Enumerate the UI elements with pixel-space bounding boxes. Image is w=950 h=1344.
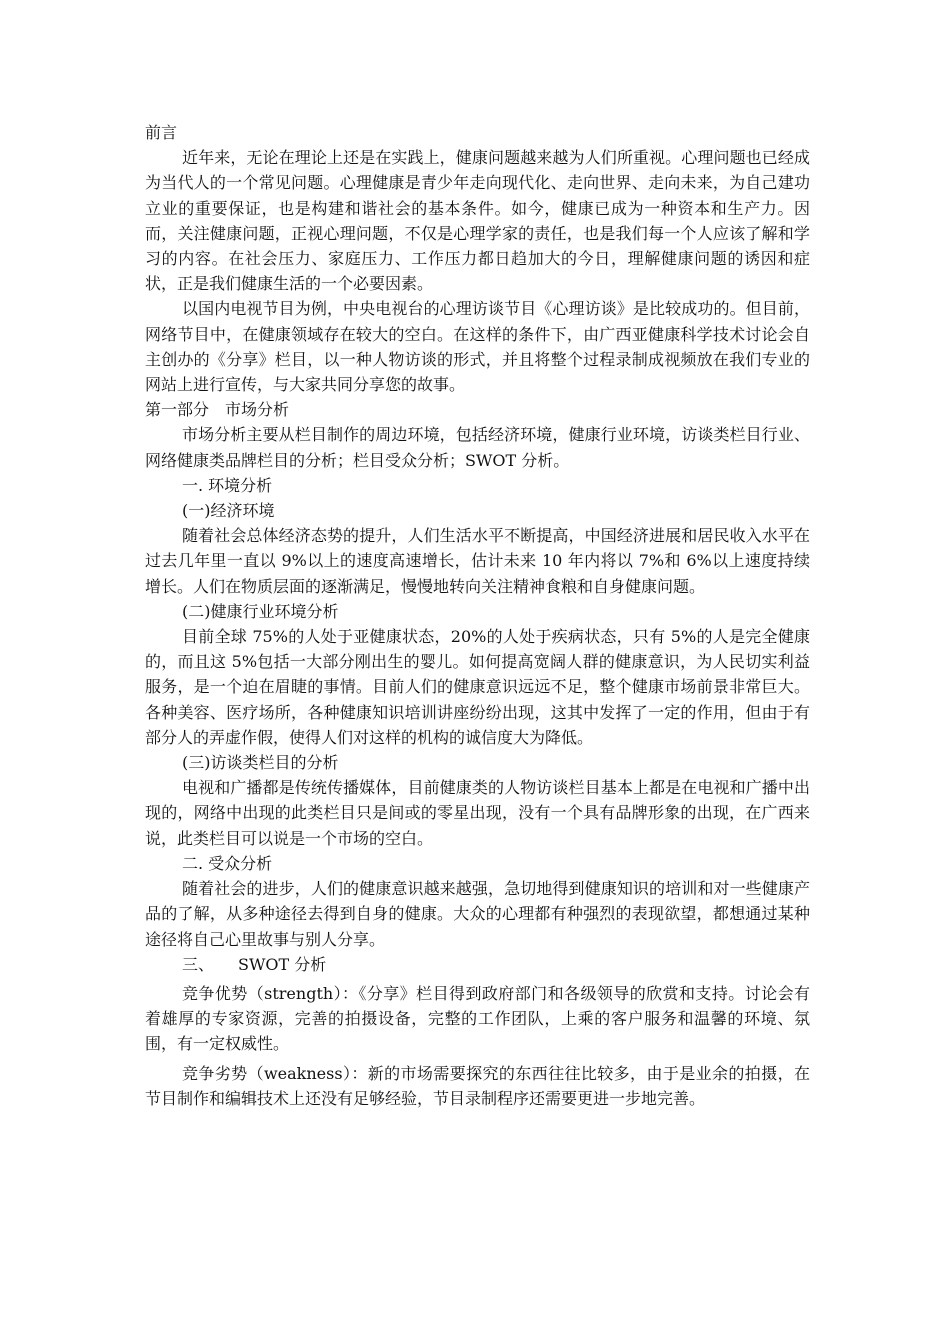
preface-paragraph-2: 以国内电视节目为例，中央电视台的心理访谈节目《心理访谈》是比较成功的。但目前，网络节目中，在健康领域存在较大的空白。在这样的条件下，由广西亚健康科学技术讨论会自主创办的《分享》栏目，以一种人物访谈的形式，并且将整个过程录制成视频放在我们专业的网站上进行宣传，与大家共同分享您的故事。 [145, 299, 810, 395]
document-page [145, 120, 810, 1111]
subsection1-title: (一)经济环境 [182, 501, 275, 521]
section2-title: 二. 受众分析 [182, 853, 273, 873]
part1-title: 第一部分 市场分析 [145, 400, 290, 420]
subsection3-paragraph: 电视和广播都是传统传播媒体，目前健康类的人物访谈栏目基本上都是在电视和广播中出现的，网络中出现的此类栏目只是间或的零星出现，没有一个具有品牌形象的出现，在广西来说，此类栏目可以说是一个市场的空白。 [145, 778, 810, 848]
preface-title: 前言 [145, 123, 178, 142]
subsection3-title: (三)访谈类栏目的分析 [182, 753, 339, 773]
preface-paragraph-1: 近年来，无论在理论上还是在实践上，健康问题越来越为人们所重视。心理问题也已经成为当代人的一个常见问题。心理健康是青少年走向现代化、走向世界、走向未来，为自己建功立业的重要保证，也是构建和谐社会的基本条件。如今，健康已成为一种资本和生产力。因而，关注健康问题，正视心理问题，不仅是心理学家的责任，也是我们每一个人应该了解和学习的内容。在社会压力、家庭压力、工作压力都日趋加大的今日，理解健康问题的诱因和症状，正是我们健康生活的一个必要因素。 [145, 148, 810, 294]
strength-paragraph: 竞争优势（strength）：《分享》栏目得到政府部门和各级领导的欣赏和支持。讨论会有着雄厚的专家资源，完善的拍摄设备，完整的工作团队，上乘的客户服务和温馨的环境、氛围，有一定权威性。 [145, 983, 810, 1054]
subsection2-paragraph: 目前全球 75%的人处于亚健康状态，20%的人处于疾病状态，只有 5%的人是完全健康的，而且这 5%包括一大部分刚出生的婴儿。如何提高宽阔人群的健康意识，为人民切实利益服务，是一个迫在眉睫的事情。目前人们的健康意识远远不足，整个健康市场前景非常巨大。各种美容、医疗场所，各种健康知识培训讲座纷纷出现，这其中发挥了一定的作用，但由于有部分人的弄虚作假，使得人们对这样的机构的诚信度大为降低。 [145, 627, 810, 747]
section3-title: 三、 SWOT 分析 [182, 954, 327, 974]
section1-title: 一. 环境分析 [182, 475, 273, 495]
section2-paragraph: 随着社会的进步，人们的健康意识越来越强，急切地得到健康知识的培训和对一些健康产品的了解，从多种途径去得到自身的健康。大众的心理都有种强烈的表现欲望，都想通过某种途径将自己心里故事与别人分享。 [145, 879, 810, 949]
subsection1-paragraph: 随着社会总体经济态势的提升，人们生活水平不断提高，中国经济进展和居民收入水平在过去几年里一直以 9%以上的速度高速增长，估计未来 10 年内将以 7%和 6%以上速度持续增长。人们在物质层面的逐渐满足，慢慢地转向关注精神食粮和自身健康问题。 [145, 526, 810, 596]
subsection2-title: (二)健康行业环境分析 [182, 601, 339, 621]
weakness-paragraph: 竞争劣势（weakness）：新的市场需要探究的东西往往比较多，由于是业余的拍摄，在节目制作和编辑技术上还没有足够经验，节目录制程序还需要更进一步地完善。 [145, 1063, 810, 1108]
part1-intro-paragraph: 市场分析主要从栏目制作的周边环境，包括经济环境，健康行业环境，访谈类栏目行业、网络健康类品牌栏目的分析；栏目受众分析；SWOT 分析。 [145, 425, 810, 470]
